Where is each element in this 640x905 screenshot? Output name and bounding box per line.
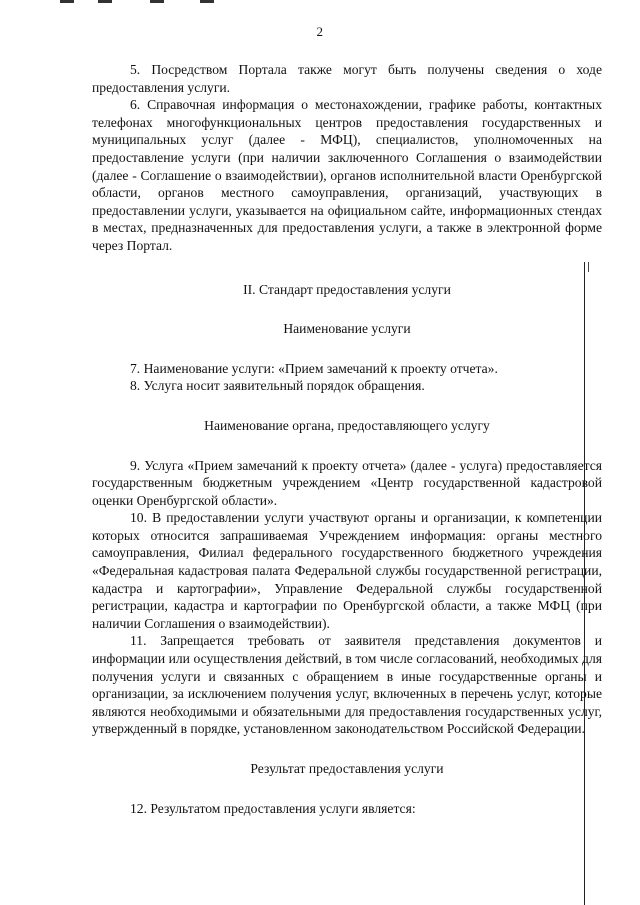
subheading-service-name: Наименование услуги [283, 321, 411, 337]
spacer [92, 395, 602, 417]
paragraph-9: 9. Услуга «Прием замечаний к проекту отчета» (далее - услуга) предоставляется государственным бюджетным учреждением «Центр государственной кадастровой оценки Оренбургской области». [92, 457, 602, 508]
scan-mark [98, 0, 112, 3]
spacer [92, 778, 602, 800]
spacer [92, 738, 602, 760]
paragraph-5: 5. Посредством Портала также могут быть получены сведения о ходе предоставления услуги. [92, 62, 602, 95]
paragraph-12: 12. Результатом предоставления услуги является: [130, 800, 416, 816]
scan-mark [150, 0, 164, 3]
scan-top-marks [0, 0, 640, 6]
paragraph-10: 10. В предоставлении услуги участвуют органы и организации, к компетенции которых относится запрашиваемая Учреждением информация: органы местного самоуправления, Филиал федерального государственного бюджетного учреждения «Федеральная кадастровая палата Федеральной службы государственной регистрации, кадастра и картографии», Управление Федеральной службы государственной регистрации, кадастра и картографии по Оренбургской области, а также МФЦ (при наличии Соглашения о взаимодействии). [92, 510, 602, 631]
paragraph-6: 6. Справочная информация о местонахождении, графике работы, контактных телефонах многофункциональных центров предоставления государственных и муниципальных услуг (далее - МФЦ), специалистов, уполномоченных на предоставление услуги (при наличии заключенного Соглашения о взаимодействии (далее - Соглашение о взаимодействии), органов исполнительной власти Оренбургской области, органов местного самоуправления, организаций, участвующих в предоставлении услуги, указывается на официальном сайте, информационных стендах в местах, предназначенных для предоставления услуги, а также в электронной форме через Портал. [92, 97, 602, 253]
paragraph-11: 11. Запрещается требовать от заявителя представления документов и информации или осуществления действий, в том числе согласований, необходимых для получения услуги и связанных с обращением в иные государственные органы и организации, за исключением получения услуг, включенных в перечень услуг, которые являются необходимыми и обязательными для предоставления государственных услуг, утвержденный в порядке, установленном законодательством Российской Федерации. [92, 633, 602, 737]
scan-mark [60, 0, 74, 3]
section-heading-standard: II. Стандарт предоставления услуги [243, 281, 451, 297]
page-number: 2 [316, 24, 324, 39]
spacer [92, 338, 602, 360]
spacer [92, 435, 602, 457]
subheading-providing-organ: Наименование органа, предоставляющего услугу [204, 417, 490, 433]
subheading-service-result: Результат предоставления услуги [250, 761, 444, 776]
document-body [92, 61, 602, 817]
spacer [92, 298, 602, 320]
paragraph-8: 8. Услуга носит заявительный порядок обращения. [130, 378, 425, 394]
spacer [92, 255, 602, 281]
scan-mark [200, 0, 214, 3]
paragraph-7: 7. Наименование услуги: «Прием замечаний к проекту отчета». [130, 360, 498, 376]
